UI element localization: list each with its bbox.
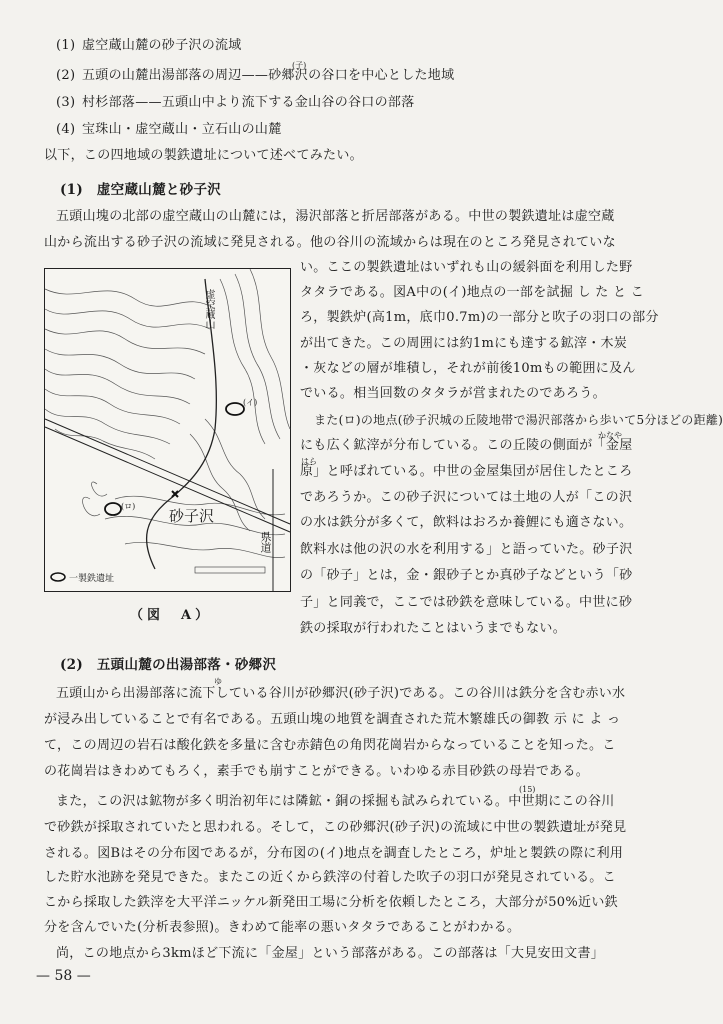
paragraph-line: にも広く鉱滓が分布している。この丘陵の側面が「金屋: [300, 438, 633, 453]
paragraph-line: で砂鉄が採取されていたと思われる。そして，この砂郷沢(砂子沢)の流域に中世の製鉄遺址が発見: [44, 820, 627, 835]
paragraph-line: した貯水池跡を発見できた。またこの近くから鉄滓の付着した吹子の羽口が発見されている。こ: [44, 870, 616, 885]
map-figure-a: [44, 268, 291, 592]
paragraph-line: 鉄の採取が行われたことはいうまでもない。: [300, 621, 567, 636]
intro-text: 以下，この四地域の製鉄遺址について述べてみたい。: [44, 148, 363, 163]
legend-icon: [51, 573, 65, 581]
map-label-i: (イ): [243, 398, 258, 407]
site-marker-ro: [105, 503, 121, 515]
ruby-annotation: かなや: [598, 431, 622, 440]
paragraph-line: て，この周辺の岩石は酸化鉄を多量に含む赤錆色の角閃花崗岩からなっていることを知った。こ: [44, 738, 616, 753]
paragraph-line: 原」と呼ばれている。中世の金屋集団が居住したところ: [300, 464, 633, 479]
scale-bar: [195, 567, 265, 573]
paragraph-line: また(ロ)の地点(砂子沢城の丘陵地帯で湯沢部落から歩いて5分ほどの距離): [314, 413, 723, 427]
paragraph-line: が出てきた。この周囲には約1mにも達する鉱滓・木炭: [300, 336, 628, 351]
ruby-annotation: ゆ: [214, 677, 222, 686]
list-item: (4) 宝珠山・虚空蔵山・立石山の山麓: [56, 122, 282, 137]
paragraph-line: の「砂子」とは，金・銀砂子とか真砂子などという「砂: [300, 568, 633, 583]
paragraph-line: される。図Bはその分布図であるが，分布図の(イ)地点を調査したところ，炉址と製鉄の際に利用: [44, 846, 624, 861]
section-heading: (2) 五頭山麓の出湯部落・砂郷沢: [60, 657, 277, 673]
paragraph-line: 尚，この地点から3kmほど下流に「金屋」という部落がある。この部落は「大見安田文書」: [56, 946, 605, 961]
note-number: (15): [519, 785, 536, 794]
list-item: (1) 虚空蔵山麓の砂子沢の流域: [56, 38, 242, 53]
paragraph-line: 山から流出する砂子沢の流域に発見される。他の谷川の流域からは現在のところ発見されていな: [44, 235, 616, 250]
paragraph-line: であろうか。この砂子沢については土地の人が「この沢: [300, 490, 633, 505]
map-label-ro: (ロ): [121, 502, 136, 511]
paragraph-line: の花崗岩はきわめてもろく，素手でも崩すことができる。いわゆる赤目砂鉄の母岩である。: [44, 764, 590, 779]
map-label-kendo: 県道: [259, 531, 272, 553]
paragraph-line: こから採取した鉄滓を大平洋ニッケル新発田工場に分析を依頼したところ，大部分が50%近い鉄: [44, 895, 618, 910]
paragraph-line: 飲料水は他の沢の水を利用する」と語っていた。砂子沢: [300, 542, 633, 557]
figure-caption: （図 A）: [130, 608, 213, 623]
paragraph-line: ろ，製鉄炉(高1m，底巾0.7m)の一部分と吹子の羽口の部分: [300, 310, 659, 325]
list-item: (2) 五頭の山麓出湯部落の周辺——砂郷沢の谷口を中心とした地域: [56, 68, 455, 83]
paragraph-line: また，この沢は鉱物が多く明治初年には隣鉱・銅の採掘も試みられている。中世期にこの谷川: [56, 794, 615, 809]
paragraph-line: の水は鉄分が多くて，飲料はおろか養鯉にも適さない。: [300, 515, 633, 530]
paragraph-line: 子」と同義で，ここでは砂鉄を意味している。中世に砂: [300, 595, 633, 610]
paragraph-line: ・灰などの層が堆積し，それが前後10mもの範囲に及ん: [300, 361, 636, 376]
site-marker-i: [226, 403, 244, 415]
paragraph-line: い。ここの製鉄遺址はいずれも山の緩斜面を利用した野: [300, 260, 633, 275]
topographic-map: [45, 269, 290, 591]
ruby-annotation: はら: [301, 457, 317, 466]
page-number: — 58 —: [36, 968, 91, 984]
section-heading: (1) 虚空蔵山麓と砂子沢: [60, 182, 222, 198]
paragraph-line: が浸み出していることで有名である。五頭山塊の地質を調査された荒木繁雄氏の御教 示 に よ っ: [44, 712, 621, 727]
paragraph-line: タタラである。図A中の(イ)地点の一部を試掘 し た と こ: [300, 285, 645, 300]
paragraph-line: 五頭山から出湯部落に流下している谷川が砂郷沢(砂子沢)である。この谷川は鉄分を含む赤い水: [56, 686, 626, 701]
paragraph-line: でいる。相当回数のタタラが営まれたのであろう。: [300, 386, 606, 401]
list-item: (3) 村杉部落——五頭山中より流下する金山谷の谷口の部落: [56, 95, 415, 110]
paragraph-line: 分を含んでいた(分析表参照)。きわめて能率の悪いタタラであることがわかる。: [44, 920, 521, 935]
map-legend: 一製鉄遺址: [69, 574, 115, 584]
ruby-annotation: (子): [292, 61, 307, 70]
map-label-sunagosawa: 砂子沢: [169, 507, 215, 525]
paragraph-line: 五頭山塊の北部の虚空蔵山の山麓には，湯沢部落と折居部落がある。中世の製鉄遺址は虚空蔵: [56, 209, 615, 224]
map-label-kokuzo: 虚空蔵山: [203, 289, 214, 329]
